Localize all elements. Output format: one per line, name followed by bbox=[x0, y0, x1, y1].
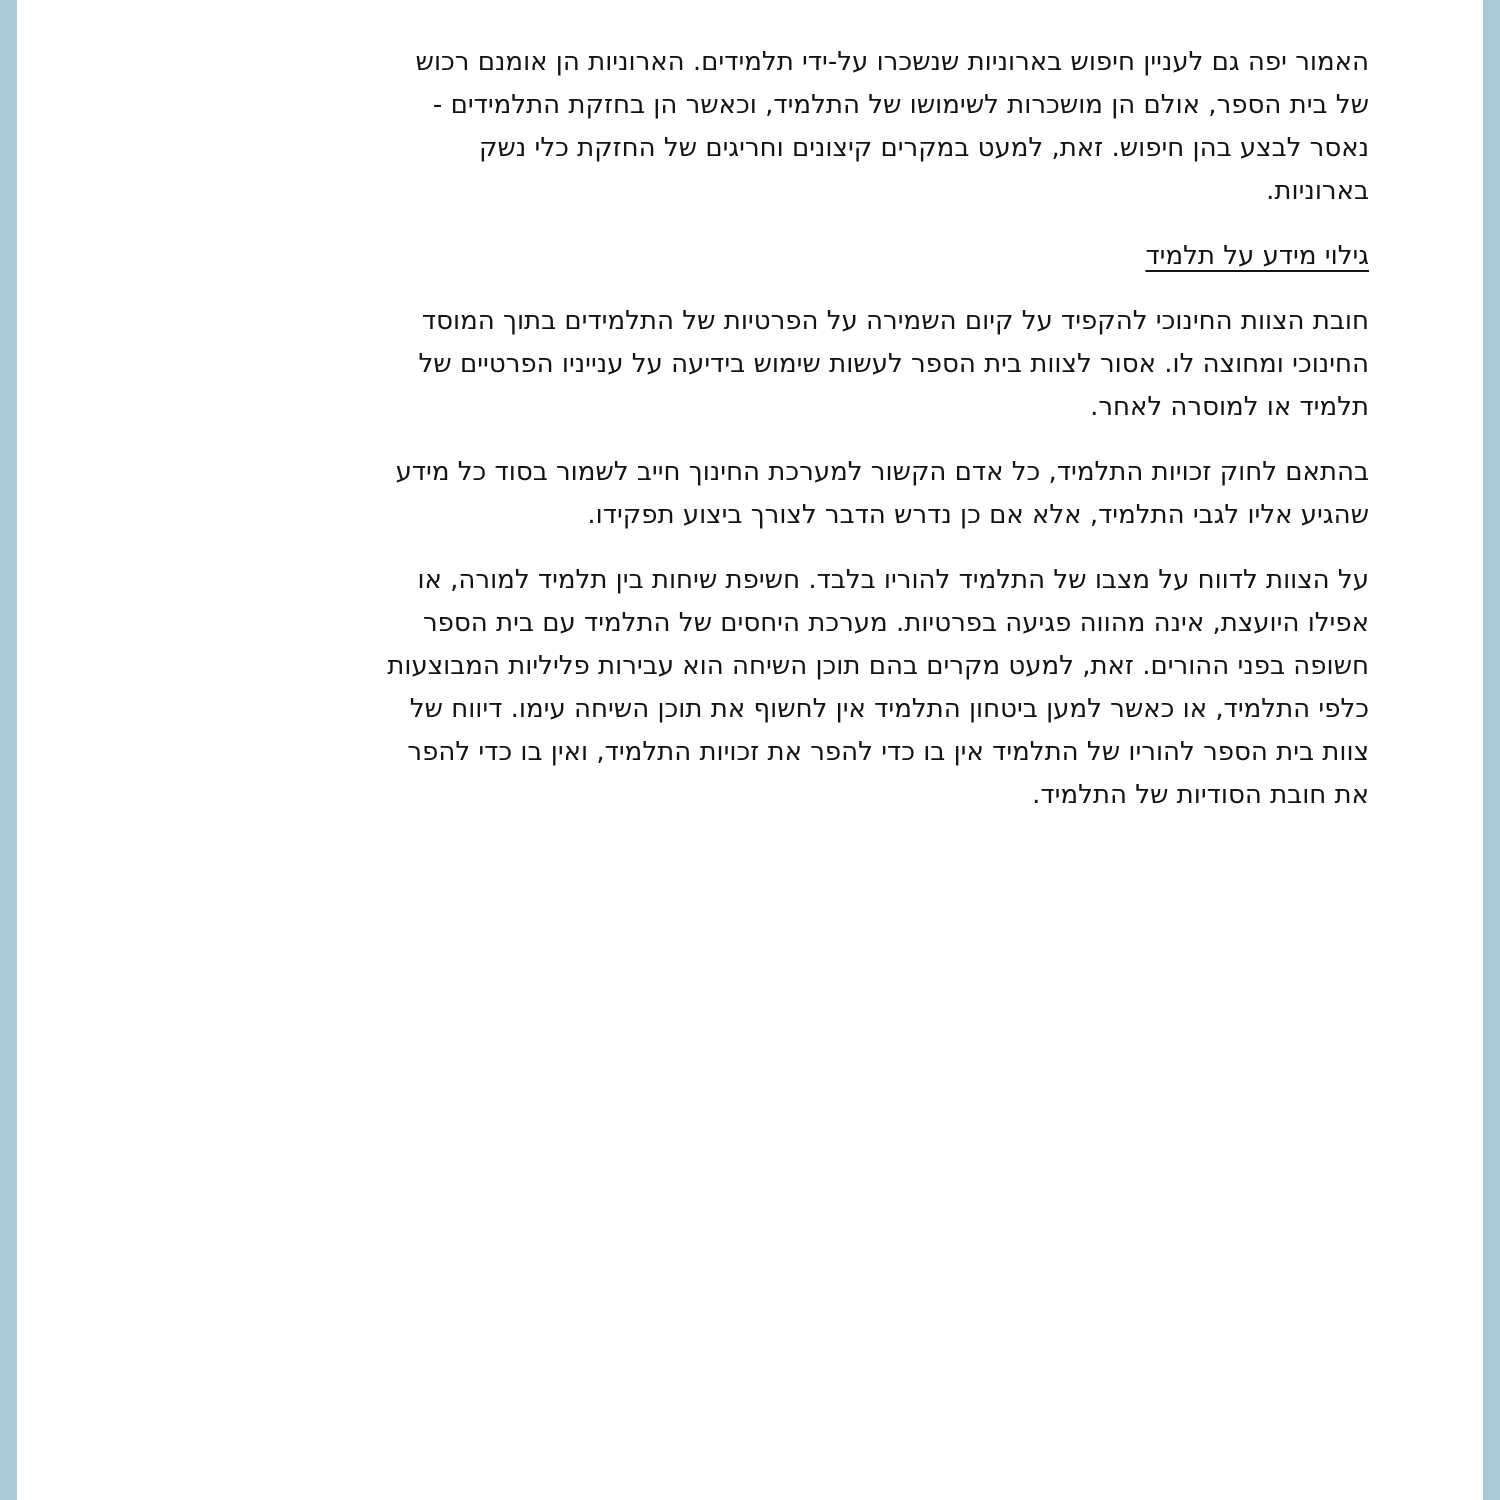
privacy-paragraph bbox=[189, 300, 1369, 429]
law-paragraph bbox=[189, 451, 1369, 537]
reporting-paragraph bbox=[189, 559, 1369, 817]
text-line: של בית הספר, אולם הן מושכרות לשימושו של התלמיד, וכאשר הן בחזקת התלמידים - bbox=[432, 90, 1369, 120]
text-line: האמור יפה גם לעניין חיפוש בארוניות שנשכרו על-ידי תלמידים. הארוניות הן אומנם רכוש bbox=[415, 47, 1369, 77]
text-line: נאסר לבצע בהן חיפוש. זאת, למעט במקרים קיצונים וחריגים של החזקת כלי נשק bbox=[478, 133, 1369, 163]
section-heading: גילוי מידע על תלמיד bbox=[1145, 241, 1369, 271]
text-line: כלפי התלמיד, או כאשר למען ביטחון התלמיד אין לחשוף את תוכן השיחה עימו. דיווח של bbox=[409, 694, 1369, 724]
document-body bbox=[189, 41, 1369, 839]
text-line: צוות בית הספר להוריו של התלמיד אין בו כדי להפר את זכויות התלמיד, ואין בו כדי להפר bbox=[407, 737, 1369, 767]
text-line: שהגיע אליו לגבי התלמיד, אלא אם כן נדרש הדבר לצורך ביצוע תפקידו. bbox=[587, 500, 1369, 530]
intro-paragraph bbox=[189, 41, 1369, 213]
text-line: תלמיד או למוסרה לאחר. bbox=[1090, 392, 1369, 422]
document-page bbox=[17, 0, 1483, 1500]
text-line: בהתאם לחוק זכויות התלמיד, כל אדם הקשור למערכת החינוך חייב לשמור בסוד כל מידע bbox=[395, 457, 1369, 487]
text-line: על הצוות לדווח על מצבו של התלמיד להוריו בלבד. חשיפת שיחות בין תלמיד למורה, או bbox=[417, 565, 1369, 595]
text-line: חשופה בפני ההורים. זאת, למעט מקרים בהם תוכן השיחה הוא עבירות פליליות המבוצעות bbox=[387, 651, 1369, 681]
text-line: החינוכי ומחוצה לו. אסור לצוות בית הספר לעשות שימוש בידיעה על ענייניו הפרטיים של bbox=[418, 349, 1369, 379]
text-line: בארוניות. bbox=[1266, 176, 1369, 206]
text-line: את חובת הסודיות של התלמיד. bbox=[1032, 780, 1369, 810]
text-line: אפילו היועצת, אינה מהווה פגיעה בפרטיות. מערכת היחסים של התלמיד עם בית הספר bbox=[422, 608, 1369, 638]
text-line: חובת הצוות החינוכי להקפיד על קיום השמירה על הפרטיות של התלמידים בתוך המוסד bbox=[421, 306, 1369, 336]
